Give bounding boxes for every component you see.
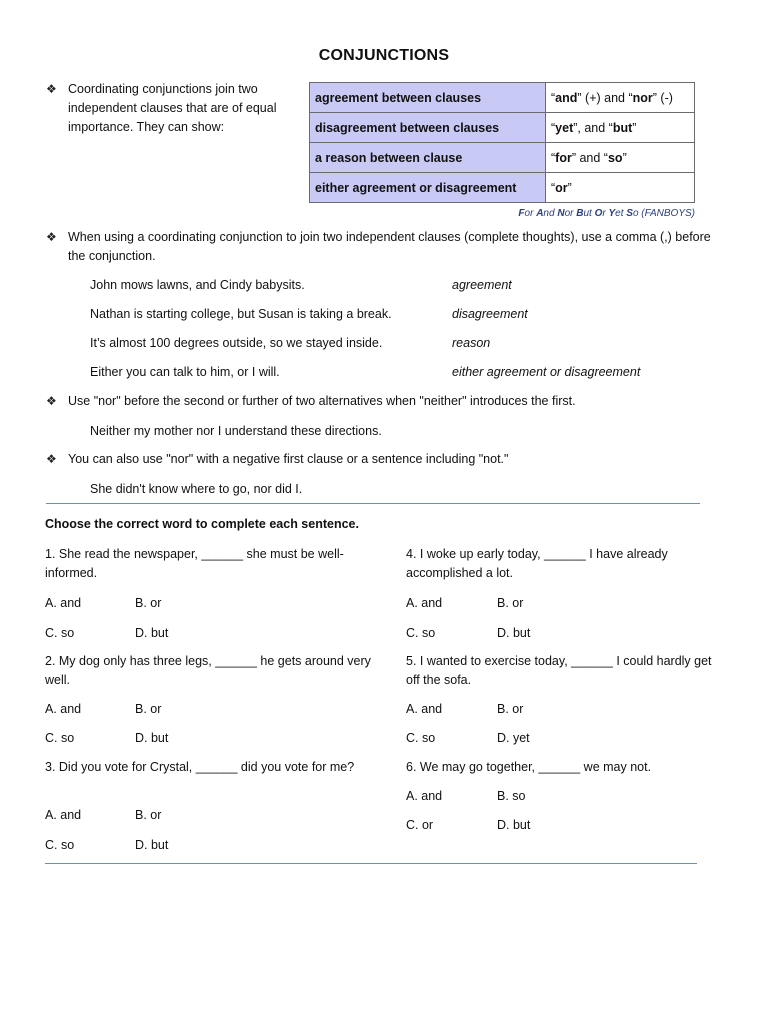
example-label: disagreement — [452, 307, 528, 321]
table-row — [310, 173, 695, 203]
option-a[interactable]: A. and — [45, 596, 82, 610]
table-row — [310, 83, 695, 113]
option-a[interactable]: A. and — [406, 702, 443, 716]
option-a[interactable]: A. and — [45, 702, 82, 716]
fanboys-mnemonic: For And Nor But Or Yet So (FANBOYS) — [518, 208, 695, 219]
option-a[interactable]: A. and — [406, 596, 443, 610]
option-d[interactable]: D. yet — [497, 731, 530, 745]
table-row — [310, 113, 695, 143]
option-b[interactable]: B. or — [135, 596, 162, 610]
option-b[interactable]: B. so — [497, 789, 526, 803]
section-divider — [45, 863, 697, 864]
example-label: reason — [452, 336, 491, 350]
table-value: “yet”, and “but” — [546, 113, 695, 143]
question-text: 5. I wanted to exercise today, ______ I could hardly get off the sofa. — [406, 654, 712, 687]
example-sentence: Nathan is starting college, but Susan is taking a break. — [90, 307, 392, 321]
option-c[interactable]: C. so — [45, 626, 75, 640]
table-value: “or” — [546, 173, 695, 203]
table-label: agreement between clauses — [310, 83, 546, 113]
nor-example2: She didn't know where to go, nor did I. — [90, 482, 303, 496]
question-text: 1. She read the newspaper, ______ she must be well-informed. — [45, 547, 344, 580]
example-sentence: It’s almost 100 degrees outside, so we stayed inside. — [90, 336, 383, 350]
option-d[interactable]: D. but — [497, 626, 531, 640]
conjunction-table — [309, 82, 695, 203]
option-b[interactable]: B. or — [497, 596, 524, 610]
option-b[interactable]: B. or — [135, 808, 162, 822]
bullet-icon: ❖ — [46, 82, 57, 96]
option-d[interactable]: D. but — [135, 838, 169, 852]
comma-rule-text: When using a coordinating conjunction to join two independent clauses (complete thoughts), use a comma (,) before the conjunction. — [68, 230, 711, 263]
question-text: 2. My dog only has three legs, ______ he gets around very well. — [45, 654, 371, 687]
option-a[interactable]: A. and — [406, 789, 443, 803]
option-c[interactable]: C. or — [406, 818, 434, 832]
table-label: either agreement or disagreement — [310, 173, 546, 203]
option-c[interactable]: C. so — [45, 838, 75, 852]
question-text: 4. I woke up early today, ______ I have already accomplished a lot. — [406, 547, 668, 580]
table-label: a reason between clause — [310, 143, 546, 173]
intro-text: Coordinating conjunctions join two independent clauses that are of equal importance. They can show: — [68, 82, 277, 134]
option-c[interactable]: C. so — [45, 731, 75, 745]
option-d[interactable]: D. but — [135, 626, 169, 640]
option-a[interactable]: A. and — [45, 808, 82, 822]
example-sentence: Either you can talk to him, or I will. — [90, 365, 280, 379]
option-b[interactable]: B. or — [497, 702, 524, 716]
nor-rule-text: Use "nor" before the second or further of two alternatives when "neither" introduces the first. — [68, 394, 576, 408]
example-sentence: John mows lawns, and Cindy babysits. — [90, 278, 305, 292]
table-value: “and” (+) and “nor” (-) — [546, 83, 695, 113]
bullet-icon: ❖ — [46, 452, 57, 466]
question-text: 6. We may go together, ______ we may not. — [406, 760, 652, 774]
table-value: “for” and “so” — [546, 143, 695, 173]
nor-rule2-text: You can also use "nor" with a negative first clause or a sentence including "not." — [68, 452, 509, 466]
section-divider — [46, 503, 700, 504]
table-label: disagreement between clauses — [310, 113, 546, 143]
example-label: agreement — [452, 278, 512, 292]
page-title: CONJUNCTIONS — [318, 47, 450, 64]
example-label: either agreement or disagreement — [452, 365, 641, 379]
bullet-icon: ❖ — [46, 230, 57, 244]
option-c[interactable]: C. so — [406, 731, 436, 745]
table-row — [310, 143, 695, 173]
option-c[interactable]: C. so — [406, 626, 436, 640]
quiz-heading: Choose the correct word to complete each sentence. — [45, 517, 359, 531]
option-d[interactable]: D. but — [497, 818, 531, 832]
nor-example: Neither my mother nor I understand these directions. — [90, 424, 382, 438]
option-b[interactable]: B. or — [135, 702, 162, 716]
option-d[interactable]: D. but — [135, 731, 169, 745]
bullet-icon: ❖ — [46, 394, 57, 408]
question-text: 3. Did you vote for Crystal, ______ did you vote for me? — [45, 760, 355, 774]
